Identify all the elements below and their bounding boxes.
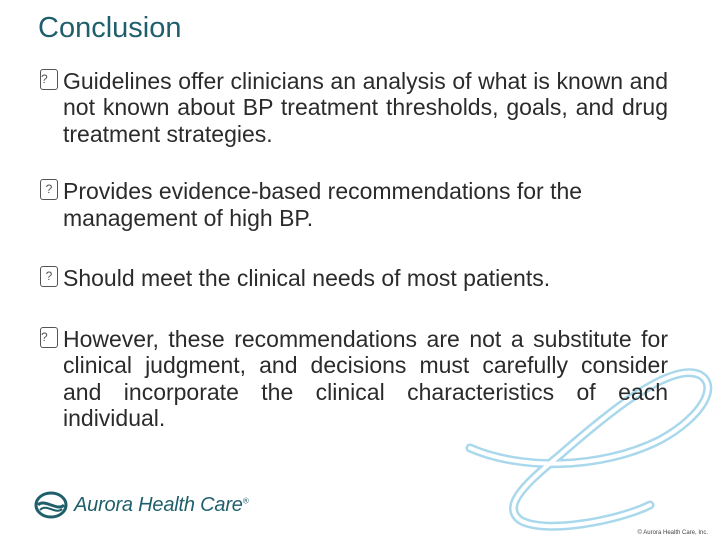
bullet-marker-icon: ? — [40, 327, 58, 348]
bullet-item — [40, 68, 668, 147]
bullet-text: Guidelines offer clinicians an analysis of what is known and not known about BP treatment thresholds, goals, and drug treatment strategies. — [63, 68, 668, 147]
bullet-text: Provides evidence-based recommendations for the management of high BP. — [63, 178, 583, 231]
bullet-marker-icon: ? — [40, 179, 58, 200]
aurora-logo — [34, 490, 248, 520]
logo-text: Aurora Health Care® — [74, 493, 249, 516]
bullet-item — [40, 178, 668, 231]
bullet-item — [40, 326, 668, 432]
copyright-text: © Aurora Health Care, Inc. — [637, 530, 708, 536]
bullet-item — [40, 265, 668, 291]
bullet-marker-icon: ? — [40, 69, 58, 90]
aurora-logo-icon — [34, 490, 68, 520]
slide-title: Conclusion — [38, 12, 182, 44]
bullet-list — [40, 68, 668, 431]
bullet-text: Should meet the clinical needs of most patients. — [63, 265, 551, 292]
bullet-marker-icon: ? — [40, 266, 58, 287]
bullet-text: However, these recommendations are not a substitute for clinical judgment, and decisions must carefully consider and incorporate the clinical characteristics of each individual. — [63, 325, 668, 431]
